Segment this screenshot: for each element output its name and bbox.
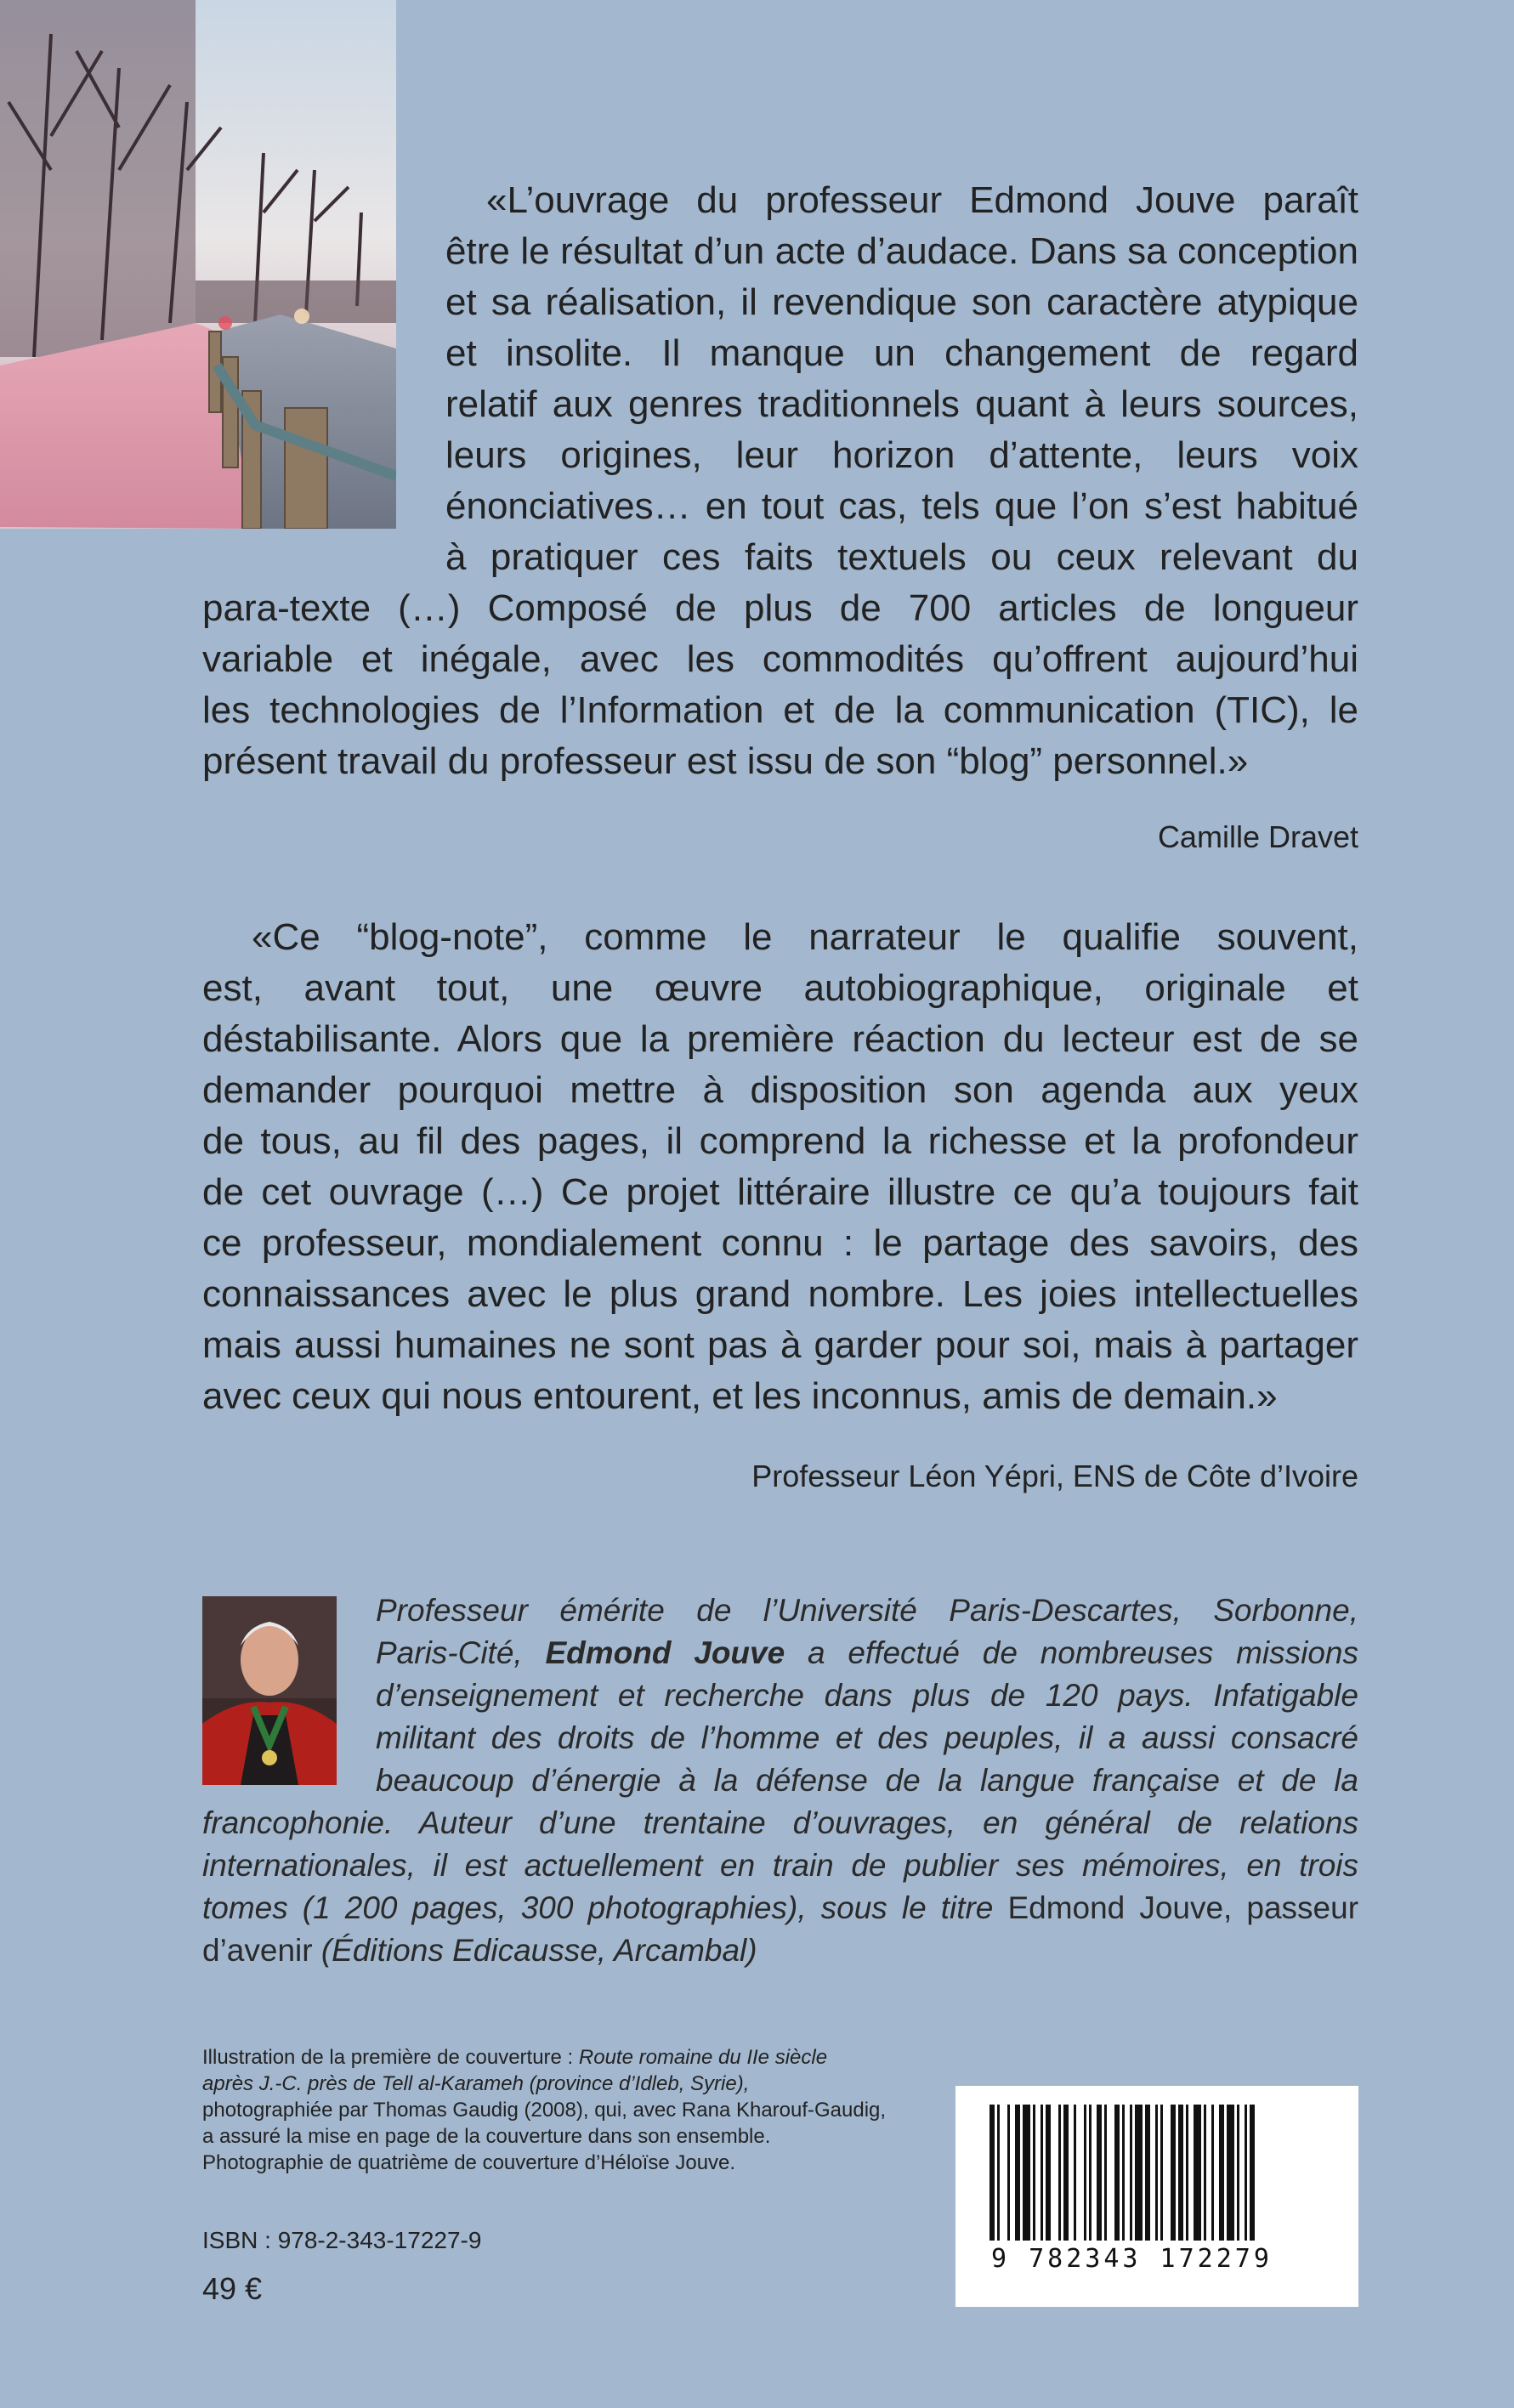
barcode-bar [1033, 2105, 1035, 2241]
credits-italic: après J.-C. près de Tell al-Karameh (province d’Idleb, Syrie), [202, 2072, 750, 2095]
barcode-bar [1097, 2105, 1102, 2241]
quote-1-line: être le résultat d’un acte d’audace. Dans sa conception [445, 230, 1358, 272]
quote-2-line: de tous, au fil des pages, il comprend la richesse et la profondeur [202, 1120, 1358, 1162]
isbn: ISBN : 978-2-343-17227-9 [202, 2227, 482, 2253]
quote-1-line: et insolite. Il manque un changement de regard [445, 332, 1358, 374]
quote-2-author: Professeur Léon Yépri, ENS de Côte d’Ivoire [751, 1459, 1358, 1493]
barcode-bar [1007, 2105, 1010, 2241]
bio-line [202, 1929, 1358, 1972]
credits-line: a assuré la mise en page de la couverture dans son ensemble. [202, 2125, 771, 2148]
quote-1-line: variable et inégale, avec les commodités qu’offrent aujourd’hui [202, 638, 1358, 680]
barcode-bar [1245, 2105, 1247, 2241]
bio-text: tomes (1 200 pages, 300 photographies), sous le titre [202, 1890, 994, 1925]
quote-2-line: «Ce “blog-note”, comme le narrateur le qualifie souvent, [252, 916, 1358, 958]
quote-2-line: connaissances avec le plus grand nombre. Les joies intellectuelles [202, 1273, 1358, 1315]
credits-italic: Route romaine du IIe siècle [578, 2046, 828, 2069]
barcode-bar [1015, 2105, 1020, 2241]
barcode-bar [1204, 2105, 1206, 2241]
barcode-bar [1104, 2105, 1107, 2241]
credits-text: Illustration de la première de couverture : [202, 2046, 579, 2069]
quote-1-line: relatif aux genres traditionnels quant à leurs sources, [445, 383, 1358, 425]
barcode-bar [1178, 2105, 1183, 2241]
bio-line [202, 1887, 1358, 1929]
barcode-bar [1227, 2105, 1234, 2241]
barcode-bar [1089, 2105, 1092, 2241]
barcode-bar [1023, 2105, 1030, 2241]
barcode-bar [1130, 2105, 1132, 2241]
barcode-bar [1041, 2105, 1043, 2241]
bio-line: militant des droits de l’homme et des peuples, il a aussi consacré [376, 1720, 1358, 1755]
cover-credits [202, 2044, 942, 2176]
quote-1-line: les technologies de l’Information et de la communication (TIC), le [202, 689, 1358, 731]
book-title: Edmond Jouve, passeur [1007, 1890, 1359, 1925]
barcode-bar [1160, 2105, 1163, 2241]
credits-line [202, 2071, 942, 2097]
barcode-bar [1250, 2105, 1255, 2241]
barcode-bar [1186, 2105, 1188, 2241]
barcode-bar [1194, 2105, 1201, 2241]
barcode-bar [1155, 2105, 1158, 2241]
author-name: Edmond Jouve [545, 1635, 785, 1670]
quote-2-line: est, avant tout, une œuvre autobiographique, originale et [202, 967, 1358, 1009]
barcode-bar [1237, 2105, 1239, 2241]
barcode-bar [1114, 2105, 1120, 2241]
barcode-bar [997, 2105, 1000, 2241]
quote-1-line: para-texte (…) Composé de plus de 700 articles de longueur [202, 587, 1358, 629]
quote-2-line: demander pourquoi mettre à disposition son agenda aux yeux [202, 1069, 1358, 1111]
barcode-bar [1046, 2105, 1051, 2241]
barcode-bars [955, 2086, 1358, 2247]
bio-line: d’enseignement et recherche dans plus de 120 pays. Infatigable [376, 1678, 1358, 1713]
quote-2-line: ce professeur, mondialement connu : le partage des savoirs, des [202, 1222, 1358, 1264]
quote-1-line: à pratiquer ces faits textuels ou ceux relevant du [445, 536, 1358, 578]
bio-text: a effectué de nombreuses missions [807, 1635, 1358, 1670]
credits-line [202, 2044, 942, 2071]
author-bio [202, 1589, 1358, 1972]
quote-2-line: déstabilisante. Alors que la première réaction du lecteur est de se [202, 1018, 1358, 1060]
barcode-bar [1145, 2105, 1150, 2241]
price: 49 € [202, 2271, 263, 2306]
barcode-bar [1135, 2105, 1143, 2241]
quote-2-line: mais aussi humaines ne sont pas à garder pour soi, mais à partager [202, 1324, 1358, 1366]
barcode-bar [1171, 2105, 1176, 2241]
book-title: d’avenir [202, 1933, 313, 1968]
barcode-digits: 9 782343 172279 [991, 2244, 1273, 2274]
barcode-bar [1063, 2105, 1069, 2241]
barcode-bar [1084, 2105, 1086, 2241]
credits-line: photographiée par Thomas Gaudig (2008), qui, avec Rana Kharouf-Gaudig, [202, 2099, 887, 2122]
quote-block-1 [202, 175, 1358, 787]
quote-1-line: présent travail du professeur est issu de son “blog” personnel.» [202, 740, 1249, 782]
barcode-bar [1211, 2105, 1214, 2241]
barcode-bar [1219, 2105, 1224, 2241]
barcode-bar [1122, 2105, 1125, 2241]
quote-1-line: «L’ouvrage du professeur Edmond Jouve paraît [486, 179, 1358, 221]
quote-2-line: avec ceux qui nous entourent, et les inconnus, amis de demain.» [202, 1375, 1278, 1417]
barcode [955, 2086, 1358, 2307]
bio-text: (Éditions Edicausse, Arcambal) [320, 1933, 757, 1968]
barcode-bar [1074, 2105, 1076, 2241]
credits-line: Photographie de quatrième de couverture d’Héloïse Jouve. [202, 2151, 736, 2174]
bio-line: internationales, il est actuellement en train de publier ses mémoires, en trois [202, 1848, 1358, 1883]
quote-block-2 [202, 912, 1358, 1422]
bio-line: francophonie. Auteur d’une trentaine d’ouvrages, en général de relations [202, 1805, 1358, 1840]
quote-1-line: énonciatives… en tout cas, tels que l’on s’est habitué [445, 485, 1358, 527]
barcode-bar [989, 2105, 995, 2241]
quote-1-line: leurs origines, leur horizon d’attente, leurs voix [445, 434, 1358, 476]
quote-1-author: Camille Dravet [1157, 819, 1358, 854]
bio-line: Professeur émérite de l’Université Paris-Descartes, Sorbonne, [376, 1593, 1358, 1628]
barcode-bar [1058, 2105, 1061, 2241]
bio-line: beaucoup d’énergie à la défense de la langue française et de la [376, 1763, 1358, 1798]
quote-2-line: de cet ouvrage (…) Ce projet littéraire illustre ce qu’a toujours fait [202, 1171, 1358, 1213]
bio-text: Paris-Cité, [376, 1635, 523, 1670]
quote-1-line: et sa réalisation, il revendique son caractère atypique [445, 281, 1358, 323]
bio-line [202, 1632, 1358, 1674]
